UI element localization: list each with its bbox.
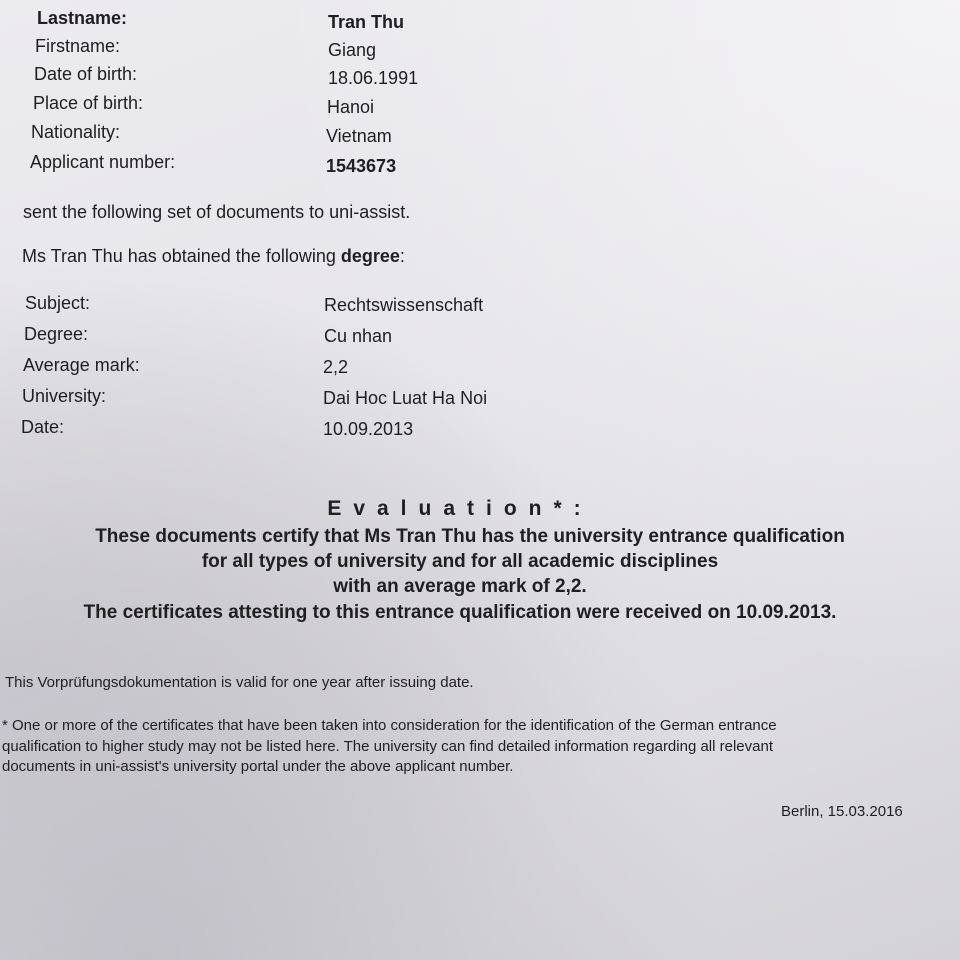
evaluation-title: Evaluation*: bbox=[327, 497, 593, 520]
degree-label: Degree: bbox=[24, 324, 89, 344]
sent-line: sent the following set of documents to uni-assist. bbox=[23, 202, 411, 222]
average-mark-value: 2,2 bbox=[323, 357, 349, 377]
place-date: Berlin, 15.03.2016 bbox=[781, 803, 903, 820]
degree-intro-colon: : bbox=[399, 246, 405, 266]
applicant-number-label: Applicant number: bbox=[30, 152, 176, 172]
degree-intro bbox=[22, 246, 405, 267]
date-value: 10.09.2013 bbox=[323, 419, 414, 439]
subject-label: Subject: bbox=[25, 293, 91, 313]
firstname-label: Firstname: bbox=[35, 36, 121, 56]
pob-value: Hanoi bbox=[327, 97, 375, 117]
footnote-line-3: documents in uni-assist's university portal under the above applicant number. bbox=[2, 758, 514, 775]
university-label: University: bbox=[22, 386, 107, 406]
validity-note: This Vorprüfungsdokumentation is valid for one year after issuing date. bbox=[5, 674, 474, 691]
degree-intro-bold: degree bbox=[340, 246, 400, 266]
dob-label: Date of birth: bbox=[34, 64, 138, 84]
firstname-value: Giang bbox=[328, 40, 377, 60]
degree-value: Cu nhan bbox=[324, 326, 393, 346]
footnote-line-1: * One or more of the certificates that have been taken into consideration for the identification of the German entrance bbox=[2, 717, 777, 734]
footnote bbox=[2, 716, 922, 778]
average-mark-label: Average mark: bbox=[23, 355, 140, 375]
pob-label: Place of birth: bbox=[33, 93, 144, 113]
lastname-value: Tran Thu bbox=[328, 12, 404, 32]
dob-value: 18.06.1991 bbox=[328, 68, 419, 88]
evaluation-line-2: for all types of university and for all academic disciplines bbox=[201, 551, 719, 572]
footnote-line-2: qualification to higher study may not be listed here. The university can find detailed information regarding all relevant bbox=[2, 737, 773, 755]
applicant-number-value: 1543673 bbox=[326, 156, 397, 176]
university-value: Dai Hoc Luat Ha Noi bbox=[323, 388, 488, 408]
nationality-label: Nationality: bbox=[31, 122, 121, 142]
evaluation-line-4: The certificates attesting to this entrance qualification were received on 10.09.2013. bbox=[83, 602, 837, 623]
subject-value: Rechtswissenschaft bbox=[324, 295, 484, 315]
degree-intro-text: Ms Tran Thu has obtained the following bbox=[22, 246, 341, 266]
nationality-value: Vietnam bbox=[326, 126, 392, 146]
evaluation-line-3: with an average mark of 2,2. bbox=[333, 576, 587, 597]
lastname-label: Lastname: bbox=[37, 8, 128, 28]
evaluation-line-1: These documents certify that Ms Tran Thu has the university entrance qualification bbox=[95, 526, 845, 547]
date-label: Date: bbox=[21, 417, 65, 437]
